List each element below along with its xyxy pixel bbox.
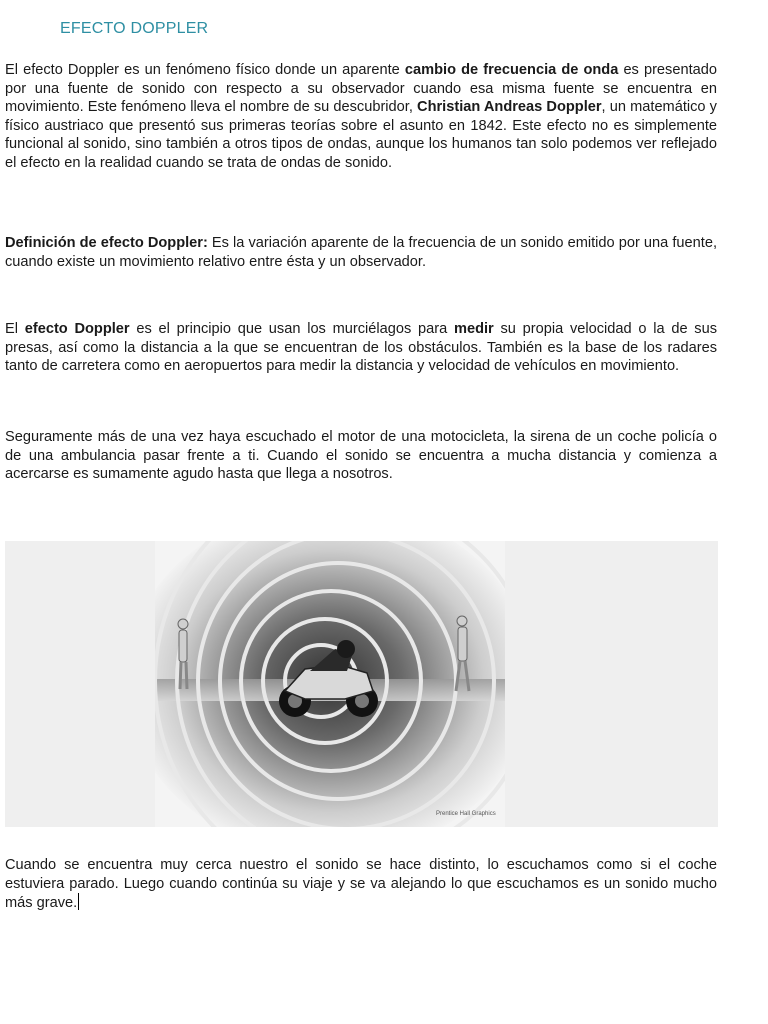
p2-bold-label: Definición de efecto Doppler: — [5, 235, 208, 251]
paragraph-definition — [5, 234, 717, 271]
p1-bold-frequency: cambio de frecuencia de onda — [404, 62, 619, 78]
text-cursor — [78, 893, 79, 910]
p1-text-a: El efecto Doppler es un fenómeno físico donde un aparente — [5, 62, 405, 78]
p1-text-e: , un matemático y físico austriaco que presentó sus primeras teorías sobre el asunto en 1842. Este efecto no es simplemente funcional al sonido, sino también a otros tipos de ondas, aunque los humanos tan solo podemos ver reflejado el efecto en la realidad cuando se trata de ondas de sonido. — [5, 99, 717, 171]
p3-bold-effect: efecto Doppler — [24, 321, 130, 337]
p1-bold-name: Christian Andreas Doppler — [417, 99, 602, 116]
doppler-illustration — [5, 541, 718, 827]
p2-text: Es la variación aparente de la frecuencia de un sonido emitido por una fuente, cuando existe un movimiento relativo entre ésta y un observador. — [5, 235, 717, 270]
p3-text-a: El — [5, 321, 25, 337]
p5-text: Cuando se encuentra muy cerca nuestro el sonido se hace distinto, lo escuchamos como si el coche estuviera parado. Luego cuando continúa su viaje y se va alejando lo que escuchamos es un sonido mucho más grave. — [5, 857, 717, 912]
image-credit: Prentice Hall Graphics — [436, 811, 496, 817]
paragraph-example: Seguramente más de una vez haya escuchado el motor de una motocicleta, la sirena de un coche policía o de una ambulancia pasar frente a ti. Cuando el sonido se encuentra a mucha distancia y comienza a acercarse es sumamente agudo hasta que llega a nosotros. — [5, 429, 717, 483]
paragraph-intro — [5, 61, 717, 173]
document-title: EFECTO DOPPLER — [60, 20, 209, 37]
p3-bold-measure: medir — [453, 321, 494, 337]
p1-text-c: es presentado por una fuente de sonido con respecto a su observador cuando esa misma fuente se encuentra en movimiento. Este fenómeno lleva el nombre de su descubridor, — [5, 62, 717, 116]
paragraph-conclusion — [5, 856, 717, 913]
paragraph-principle — [5, 320, 717, 376]
doppler-illustration-graphic — [5, 541, 718, 827]
p3-text-e: su propia velocidad o la de sus presas, así como la distancia a la que se encuentran de los obstáculos. También es la base de los radares tanto de carretera como en aeropuertos para medir la distancia y velocidad de vehículos en movimiento. — [5, 321, 718, 375]
p3-text-c: es el principio que usan los murciélagos para — [129, 321, 454, 337]
